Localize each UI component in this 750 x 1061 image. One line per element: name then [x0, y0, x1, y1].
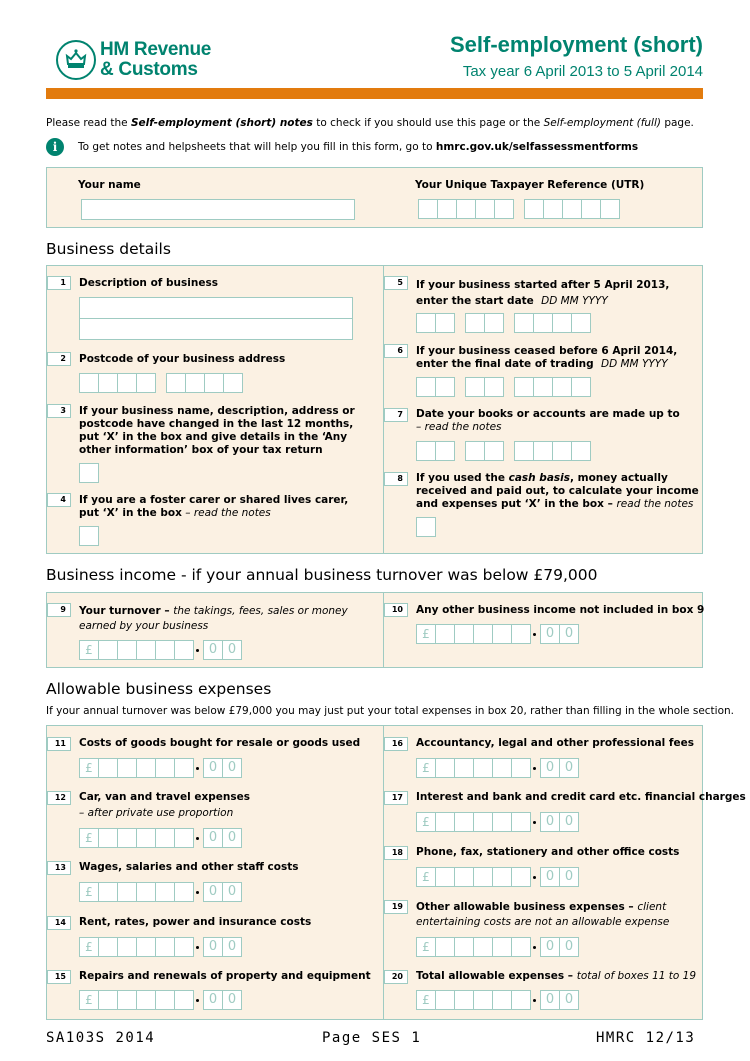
box-number: 14: [47, 916, 71, 930]
decimal-point: [193, 990, 203, 1010]
pence-digit: 0: [540, 867, 560, 887]
tax-year-subtitle: Tax year 6 April 2013 to 5 April 2014: [462, 63, 703, 80]
decimal-point: [193, 937, 203, 957]
box13-amount-field[interactable]: [79, 882, 241, 902]
logo-line-1: HM Revenue: [100, 39, 212, 60]
info-pre: To get notes and helpsheets that will help you fill in this form, go to: [78, 141, 436, 153]
decimal-point: [193, 882, 203, 902]
intro-mid: to check if you should use this page or the: [312, 117, 544, 129]
box4-label-text: If you are a foster carer or shared lives carer, put ‘X’ in the box: [79, 494, 349, 519]
box-number: 12: [47, 791, 71, 805]
box5-date-format: DD MM YYYY: [541, 295, 608, 307]
box9-hint: the takings, fees, sales or money earned by your business: [79, 605, 348, 632]
pound-sign: £: [79, 758, 99, 778]
box4-hint: – read the notes: [181, 507, 271, 519]
pound-sign: £: [416, 758, 436, 778]
decimal-point: [530, 937, 540, 957]
box-number: 2: [47, 352, 71, 366]
box18-label: Phone, fax, stationery and other office costs: [416, 846, 680, 858]
box8-pre: If you used the: [416, 472, 509, 484]
utr-label: Your Unique Taxpayer Reference (UTR): [415, 179, 645, 191]
pence-digit: 0: [540, 812, 560, 832]
decimal-point: [193, 828, 203, 848]
box-number: 5: [384, 276, 408, 290]
box-number: 11: [47, 737, 71, 751]
intro-post: page.: [661, 117, 694, 129]
box20-amount-field[interactable]: [416, 990, 578, 1010]
postcode-field[interactable]: [79, 373, 242, 393]
box15-amount-field[interactable]: [79, 990, 241, 1010]
info-icon: i: [46, 138, 64, 156]
box13-label: Wages, salaries and other staff costs: [79, 861, 299, 873]
box12-amount-field[interactable]: [79, 828, 241, 848]
pence-digit: 0: [203, 828, 223, 848]
box8-hint: read the notes: [616, 498, 694, 510]
box19-label: [416, 900, 701, 930]
pound-sign: £: [416, 624, 436, 644]
form-title: Self-employment (short): [449, 32, 703, 57]
details-changed-checkbox[interactable]: [79, 463, 98, 483]
box6-label: [416, 345, 701, 371]
pence-digit: 0: [540, 758, 560, 778]
box12-label: Car, van and travel expenses: [79, 791, 250, 803]
box-number: 3: [47, 404, 71, 418]
business-details-heading: Business details: [46, 240, 171, 258]
business-description-line-2[interactable]: [79, 318, 353, 340]
decimal-point: [530, 990, 540, 1010]
box8-cash-basis: cash basis: [508, 472, 570, 484]
utr-field[interactable]: [418, 199, 619, 219]
box18-amount-field[interactable]: [416, 867, 578, 887]
pound-sign: £: [79, 990, 99, 1010]
box-number: 17: [384, 791, 408, 805]
box14-label: Rent, rates, power and insurance costs: [79, 916, 312, 928]
pound-sign: £: [79, 828, 99, 848]
forms-link[interactable]: hmrc.gov.uk/selfassessmentforms: [435, 141, 639, 153]
pence-digit: 0: [203, 882, 223, 902]
decimal-point: [193, 758, 203, 778]
box-number: 10: [384, 603, 408, 617]
box17-label: Interest and bank and credit card etc. financial charges: [416, 791, 746, 803]
box14-amount-field[interactable]: [79, 937, 241, 957]
box20-label-text: Total allowable expenses –: [416, 970, 577, 982]
box-number: 1: [47, 276, 71, 290]
box-number: 6: [384, 344, 408, 358]
your-name-field[interactable]: [81, 199, 355, 220]
pence-digit: 0: [559, 937, 579, 957]
pence-digit: 0: [222, 758, 242, 778]
box12-hint: – after private use proportion: [79, 807, 234, 819]
box11-amount-field[interactable]: [79, 758, 241, 778]
pence-digit: 0: [222, 882, 242, 902]
pence-digit: 0: [540, 990, 560, 1010]
cash-basis-checkbox[interactable]: [416, 517, 435, 537]
pound-sign: £: [79, 937, 99, 957]
pound-sign: £: [416, 867, 436, 887]
pence-digit: 0: [540, 624, 560, 644]
box5-label-text: If your business started after 5 April 2013, enter the start date: [416, 279, 670, 307]
box16-amount-field[interactable]: [416, 758, 578, 778]
pound-sign: £: [416, 812, 436, 832]
box-number: 19: [384, 900, 408, 914]
intro-pre: Please read the: [46, 117, 131, 129]
box15-label: Repairs and renewals of property and equipment: [79, 970, 371, 982]
pence-digit: 0: [540, 937, 560, 957]
ceased-date-field[interactable]: [416, 377, 590, 397]
pence-digit: 0: [559, 990, 579, 1010]
box5-label: [416, 277, 698, 309]
box11-label: Costs of goods bought for resale or goods used: [79, 737, 361, 749]
accounts-date-field[interactable]: [416, 441, 590, 461]
full-title: Self-employment (full): [543, 117, 661, 129]
box2-label: Postcode of your business address: [79, 353, 286, 365]
box19-hint: client entertaining costs are not an allowable expense: [416, 901, 670, 928]
box19-label-text: Other allowable business expenses –: [416, 901, 638, 913]
business-description-line-1[interactable]: [79, 297, 353, 319]
box16-label: Accountancy, legal and other professional fees: [416, 737, 694, 749]
box-number: 15: [47, 970, 71, 984]
pence-digit: 0: [203, 758, 223, 778]
notes-title: Self-employment (short) notes: [130, 117, 313, 129]
pound-sign: £: [416, 937, 436, 957]
box3-label: If your business name, description, address or postcode have changed in the last 12 months, put ‘X’ in the box and give details in the ‘Any other information’ box of your tax return: [79, 405, 355, 456]
box8-label: [416, 472, 702, 511]
decimal-point: [193, 640, 203, 660]
info-text: [78, 141, 638, 153]
box7-label: Date your books or accounts are made up to: [416, 408, 680, 420]
business-income-heading: Business income - if your annual business turnover was below £79,000: [46, 566, 598, 584]
box6-label-text: If your business ceased before 6 April 2014, enter the final date of trading: [416, 345, 678, 370]
box-number: 7: [384, 408, 408, 422]
box20-hint: total of boxes 11 to 19: [576, 970, 697, 982]
header-divider: [46, 88, 703, 99]
box-number: 8: [384, 472, 408, 486]
decimal-point: [530, 812, 540, 832]
start-date-field[interactable]: [416, 313, 590, 333]
intro-text: [46, 117, 694, 129]
expenses-note: If your annual turnover was below £79,000 you may just put your total expenses in box 20, rather than filling in the whole section.: [46, 705, 735, 717]
pence-digit: 0: [222, 990, 242, 1010]
pence-digit: 0: [559, 624, 579, 644]
pence-digit: 0: [559, 867, 579, 887]
box19-amount-field[interactable]: [416, 937, 578, 957]
turnover-amount-field[interactable]: [79, 640, 241, 660]
box9-label: [79, 604, 369, 634]
box9-label-text: Your turnover –: [79, 605, 174, 617]
your-name-label: Your name: [78, 179, 141, 191]
pound-sign: £: [79, 882, 99, 902]
pence-digit: 0: [203, 640, 223, 660]
box-number: 9: [47, 603, 71, 617]
pence-digit: 0: [203, 990, 223, 1010]
other-income-amount-field[interactable]: [416, 624, 578, 644]
pence-digit: 0: [222, 640, 242, 660]
box-number: 13: [47, 861, 71, 875]
foster-carer-checkbox[interactable]: [79, 526, 98, 546]
pound-sign: £: [79, 640, 99, 660]
pence-digit: 0: [203, 937, 223, 957]
form-version: HMRC 12/13: [596, 1030, 696, 1046]
pence-digit: 0: [559, 812, 579, 832]
box-number: 4: [47, 493, 71, 507]
expenses-heading: Allowable business expenses: [46, 680, 272, 698]
logo-line-2: & Customs: [100, 59, 198, 80]
box1-label: Description of business: [79, 277, 218, 289]
decimal-point: [530, 624, 540, 644]
box-number: 16: [384, 737, 408, 751]
form-code: SA103S 2014: [46, 1030, 156, 1046]
box17-amount-field[interactable]: [416, 812, 578, 832]
decimal-point: [530, 867, 540, 887]
pence-digit: 0: [559, 758, 579, 778]
pence-digit: 0: [222, 937, 242, 957]
box8-post: , money actually received and paid out, to calculate your income and expenses put ‘X’ in the box –: [416, 472, 699, 510]
box-number: 20: [384, 970, 408, 984]
box4-label: [79, 494, 364, 520]
decimal-point: [530, 758, 540, 778]
box-number: 18: [384, 846, 408, 860]
hmrc-logo-text: [100, 40, 211, 80]
box6-date-format: DD MM YYYY: [600, 358, 668, 370]
box20-label: [416, 970, 696, 983]
hmrc-crest-icon: [56, 40, 96, 80]
pence-digit: 0: [222, 828, 242, 848]
page-number: Page SES 1: [322, 1030, 422, 1046]
pound-sign: £: [416, 990, 436, 1010]
box7-hint: – read the notes: [416, 421, 502, 433]
box10-label: Any other business income not included in box 9: [416, 604, 705, 616]
